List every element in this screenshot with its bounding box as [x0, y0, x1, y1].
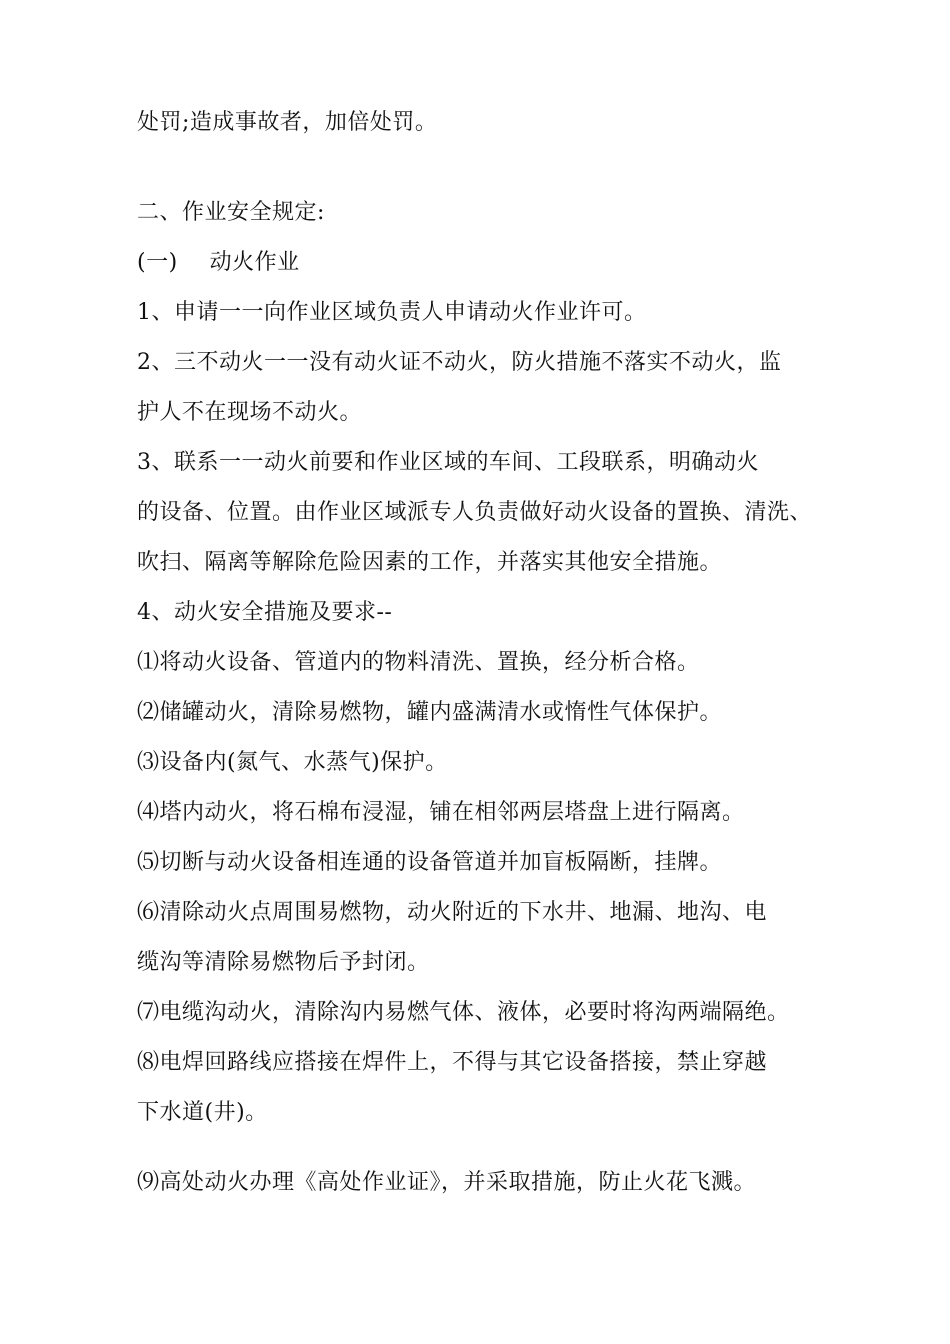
text-line: 下水道(井)。 — [137, 1100, 268, 1125]
text-line: ⑵储罐动火，清除易燃物，罐内盛满清水或惰性气体保护。 — [137, 700, 723, 725]
section-heading: 二、作业安全规定: — [137, 200, 325, 225]
subsection-number: (一) — [137, 250, 178, 275]
text-line: 2、三不动火一一没有动火证不动火，防火措施不落实不动火，监 — [137, 350, 782, 375]
subsection-heading — [137, 248, 300, 278]
text-line: ⑺电缆沟动火，清除沟内易燃气体、液体，必要时将沟两端隔绝。 — [137, 1000, 790, 1025]
text-line: ⑴将动火设备、管道内的物料清洗、置换，经分析合格。 — [137, 650, 700, 675]
text-line: ⑷塔内动火，将石棉布浸湿，铺在相邻两层塔盘上进行隔离。 — [137, 800, 745, 825]
text-line: 处罚;造成事故者，加倍处罚。 — [137, 110, 438, 135]
text-line: 吹扫、隔离等解除危险因素的工作，并落实其他安全措施。 — [137, 550, 723, 575]
subsection-title: 动火作业 — [209, 250, 300, 275]
text-line: 的设备、位置。由作业区域派专人负责做好动火设备的置换、清洗、 — [137, 500, 813, 525]
text-line: ⑻电焊回路线应搭接在焊件上，不得与其它设备搭接，禁止穿越 — [137, 1050, 768, 1075]
text-line: 4、动火安全措施及要求-- — [137, 600, 393, 625]
text-line: 护人不在现场不动火。 — [137, 400, 363, 425]
text-line: ⑹清除动火点周围易燃物，动火附近的下水井、地漏、地沟、电 — [137, 900, 768, 925]
text-line: 1、申请一一向作业区域负责人申请动火作业许可。 — [137, 300, 647, 325]
text-line: 3、联系一一动火前要和作业区域的车间、工段联系，明确动火 — [137, 450, 759, 475]
text-line: ⑼高处动火办理《高处作业证》，并采取措施，防止火花飞溅。 — [137, 1170, 757, 1195]
text-line: 缆沟等清除易燃物后予封闭。 — [137, 950, 430, 975]
text-line: ⑸切断与动火设备相连通的设备管道并加盲板隔断，挂牌。 — [137, 850, 723, 875]
text-line: ⑶设备内(氮气、水蒸气)保护。 — [137, 750, 448, 775]
